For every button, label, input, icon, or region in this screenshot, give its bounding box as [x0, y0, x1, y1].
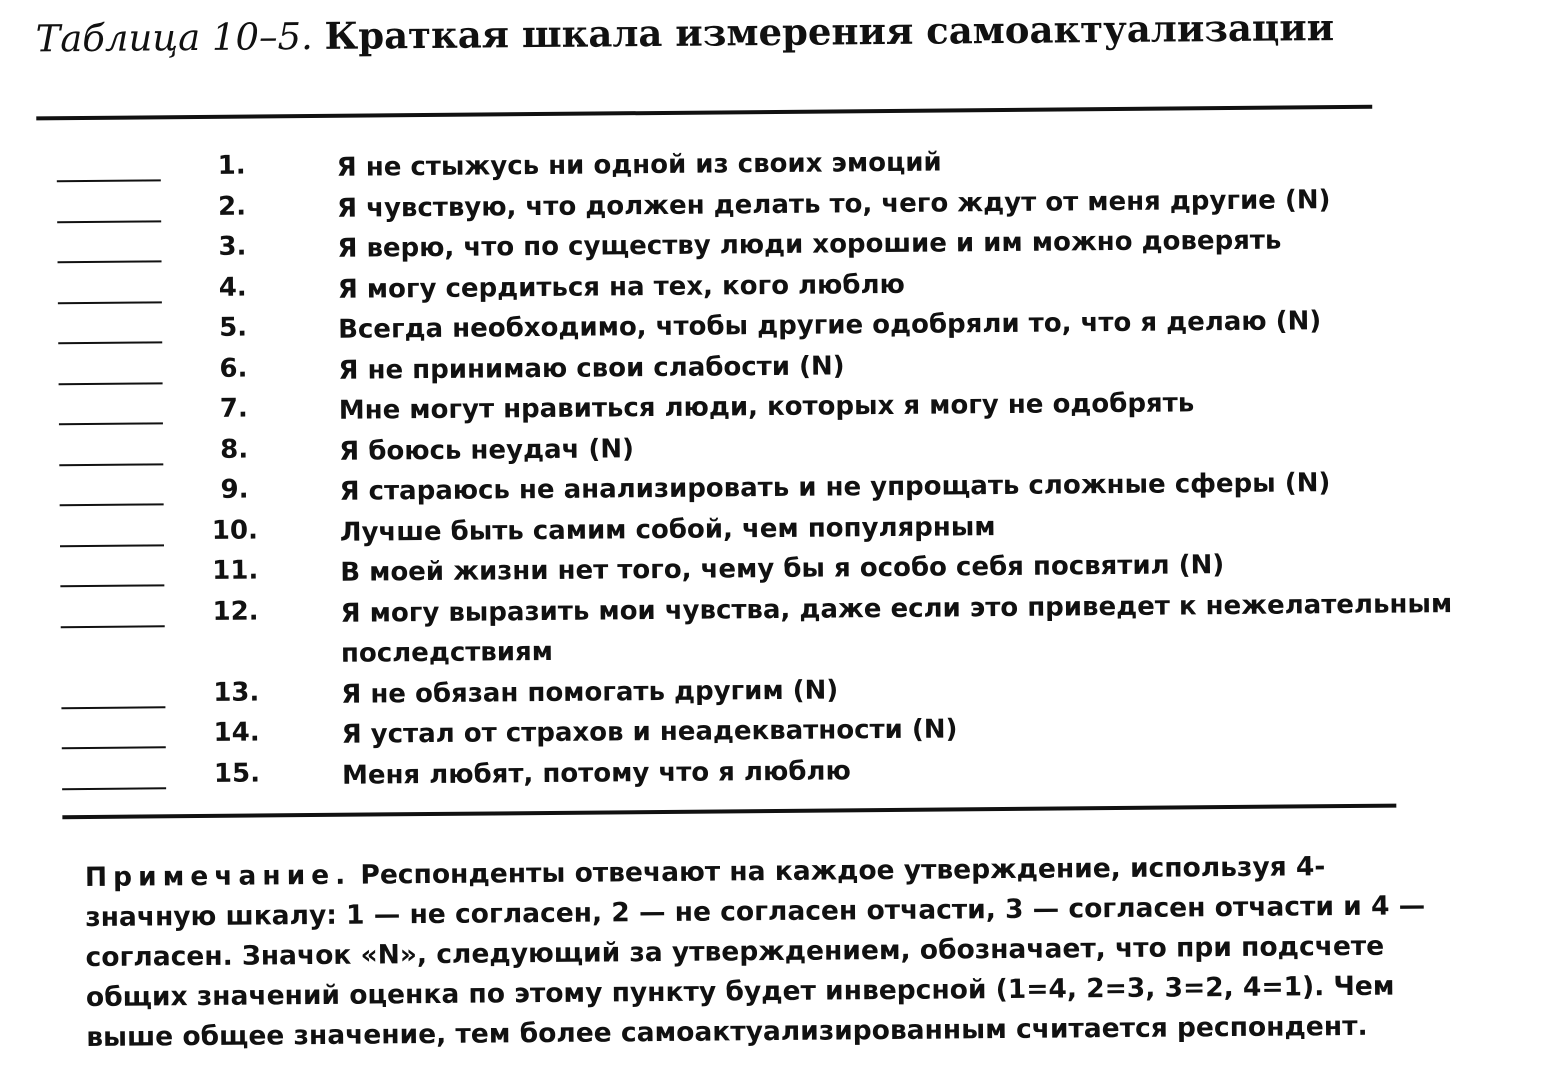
item-number: 11.: [212, 555, 259, 586]
item-number: 5.: [218, 312, 248, 343]
item-number: 10.: [211, 514, 259, 546]
item-statement: Мне могут нравиться люди, которых я могу не одобрять: [338, 388, 1195, 426]
item-statement: Я не принимаю свои слабости (N): [338, 350, 845, 386]
item-statement: В моей жизни нет того, чему бы я особо себя посвятил (N): [340, 550, 1225, 588]
item-number: 8.: [220, 434, 249, 465]
table-title-main: Краткая шкала измерения самоактуализации: [324, 5, 1335, 58]
note-text: Респонденты отвечают на каждое утверждение, используя 4-значную шкалу: 1 — не согласен, 2 — не согласен отчасти, 3 — согласен отчасти и 4 — согласен. Значок «N», следующий за утверждением, обозначает, что при подсчете общих значений оценка по этому пункту будет инверсной (1=4, 2=3, 3=2, 4=1). Чем выше общее значение, тем более самоактуализированным считается респондент.: [85, 851, 1426, 1054]
item-number: 12.: [212, 595, 259, 627]
answer-blank-line: [58, 341, 162, 344]
item-number: 3.: [218, 231, 247, 262]
item-statement: Я чувствую, что должен делать то, чего ждут от меня другие (N): [336, 184, 1331, 224]
answer-blank-line: [61, 625, 165, 628]
note-label: Примечание.: [84, 859, 352, 894]
scale-items-list: [57, 134, 1463, 794]
answer-blank-line: [57, 179, 161, 182]
item-statement: Я верю, что по существу люди хорошие и им можно доверять: [337, 225, 1282, 264]
item-statement: Я боюсь неудач (N): [339, 433, 635, 467]
answer-blank-line: [59, 422, 163, 425]
item-number: 15.: [213, 757, 261, 789]
table-title: [35, 5, 1335, 61]
table-title-prefix: Таблица 10–5.: [35, 14, 313, 61]
item-number: 6.: [219, 353, 248, 384]
answer-blank-line: [58, 260, 162, 263]
item-statement: Я могу выразить мои чувства, даже если это приведет к нежелательным последствиям: [340, 588, 1453, 669]
item-statement: Лучше быть самим собой, чем популярным: [339, 511, 996, 548]
answer-blank-line: [62, 746, 166, 749]
answer-blank-line: [57, 220, 161, 223]
item-number: 1.: [217, 150, 246, 181]
answer-blank-line: [62, 787, 166, 790]
bottom-rule: [62, 804, 1396, 820]
scale-item: [60, 580, 1461, 673]
answer-blank-line: [60, 503, 164, 506]
item-number: 7.: [219, 393, 248, 424]
item-statement: Всегда необходимо, чтобы другие одобряли то, что я делаю (N): [338, 306, 1322, 345]
item-statement: Я не обязан помогать другим (N): [341, 674, 839, 710]
answer-blank-line: [59, 382, 163, 385]
top-rule: [36, 105, 1372, 121]
answer-blank-line: [60, 544, 164, 547]
item-statement: Я устал от страхов и неадекватности (N): [341, 714, 958, 750]
answer-blank-line: [60, 584, 164, 587]
item-number: 9.: [220, 474, 249, 505]
item-number: 4.: [218, 272, 247, 303]
item-number: 2.: [217, 191, 247, 222]
item-number: 14.: [213, 717, 260, 748]
answer-blank-line: [59, 463, 163, 466]
answer-blank-line: [58, 301, 162, 304]
item-statement: Я стараюсь не анализировать и не упрощать сложные сферы (N): [339, 468, 1331, 507]
item-statement: Я могу сердиться на тех, кого люблю: [337, 269, 905, 305]
item-number: 13.: [213, 676, 260, 708]
answer-blank-line: [61, 706, 165, 709]
item-statement: Меня любят, потому что я люблю: [341, 755, 851, 791]
table-note: [85, 846, 1452, 1058]
item-statement: Я не стыжусь ни одной из своих эмоций: [336, 147, 942, 183]
